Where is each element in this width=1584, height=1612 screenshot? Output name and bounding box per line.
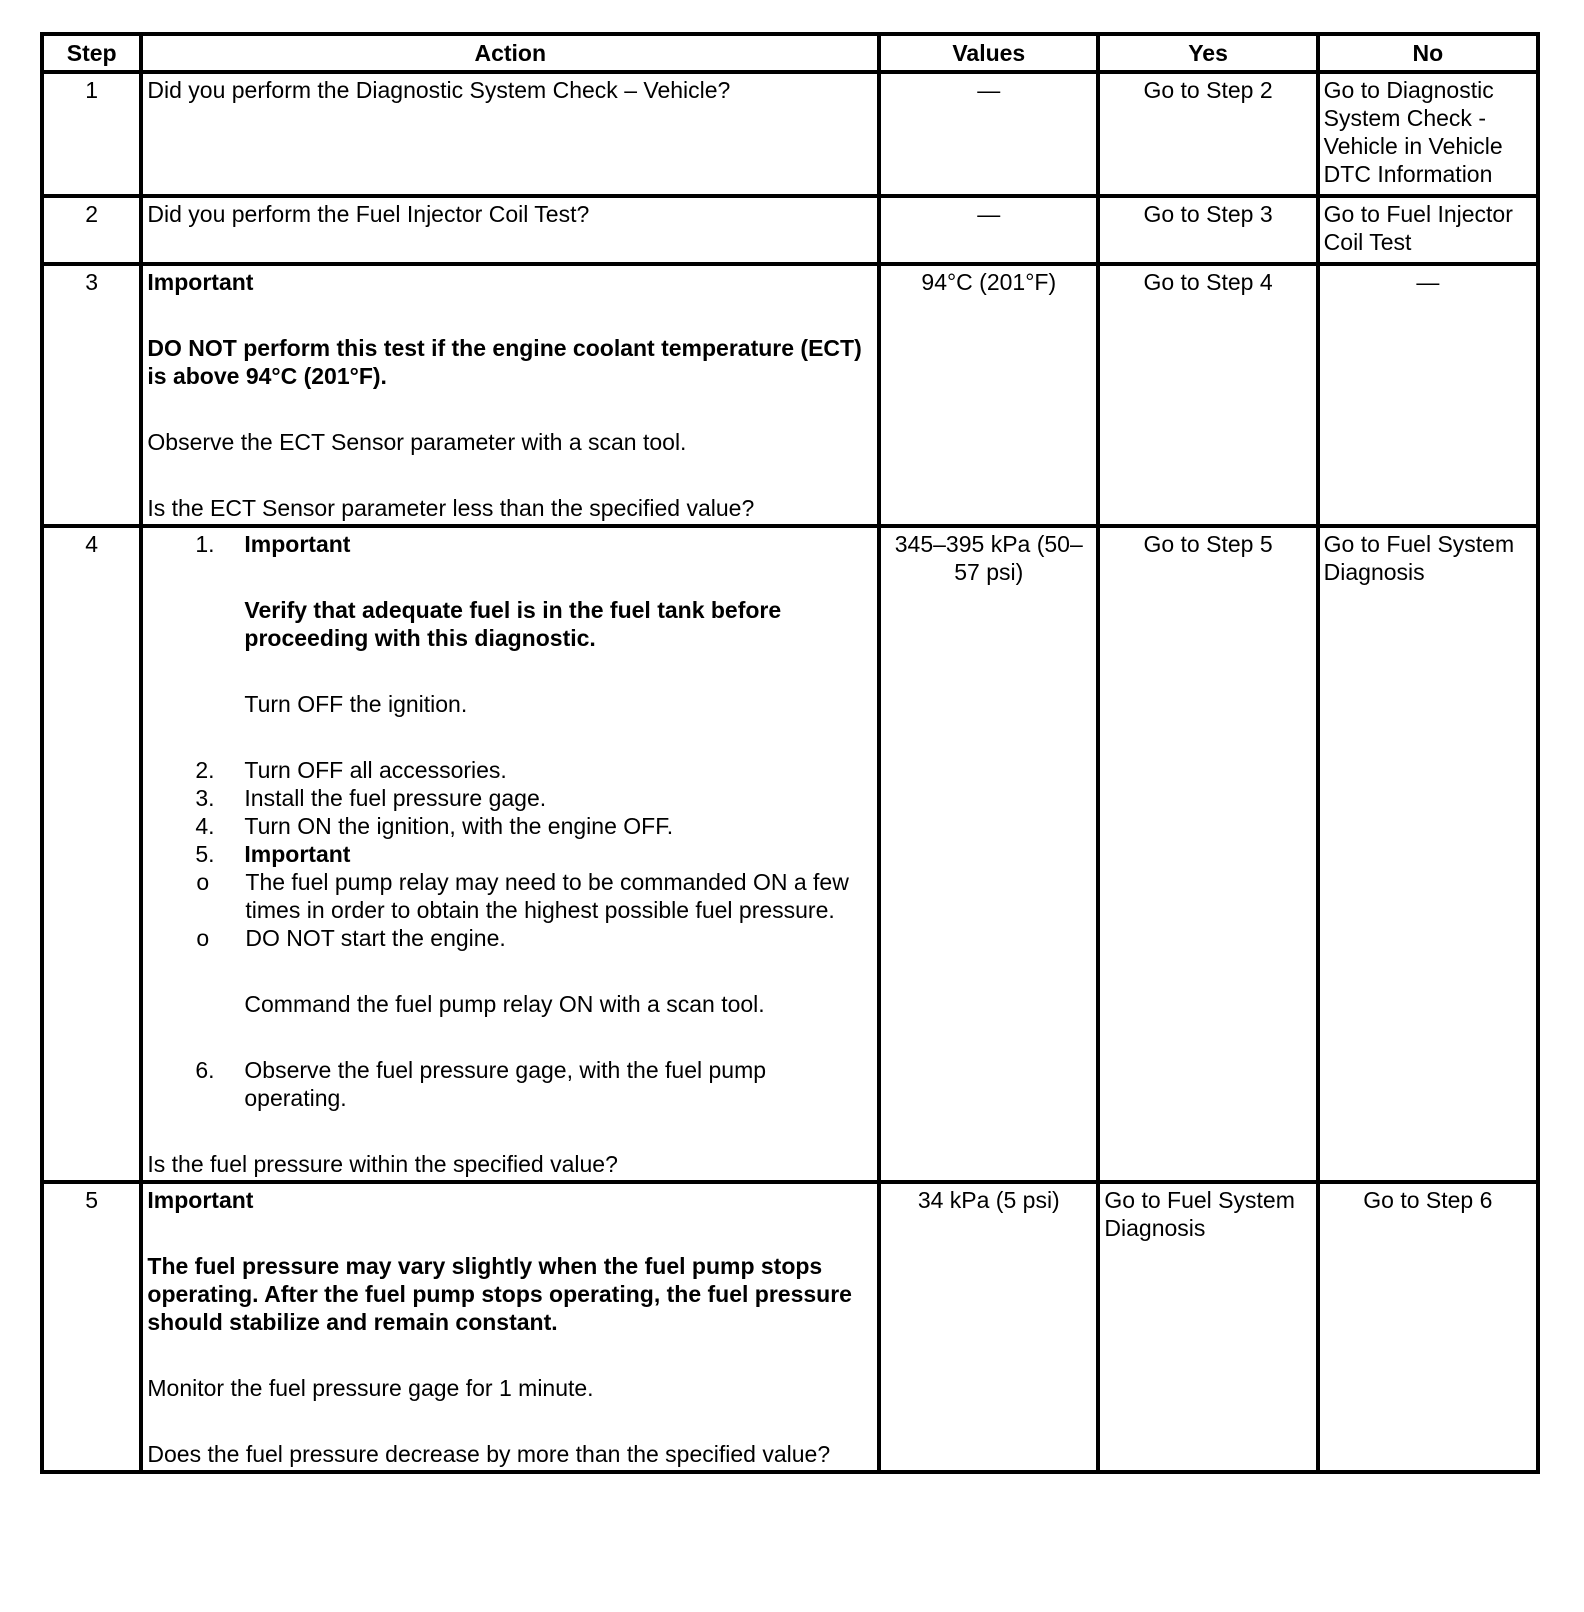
sub-list-item [147, 924, 873, 952]
step-number: 4 [42, 526, 141, 1182]
sub-item-text: The fuel pump relay may need to be commanded ON a few times in order to obtain the highest possible fuel pressure. [245, 869, 849, 923]
important-label: Important [147, 269, 254, 295]
item-text: Turn ON the ignition, with the engine OFF. [244, 813, 674, 839]
table-row [42, 196, 1538, 264]
table-row [42, 1182, 1538, 1472]
step-number: 3 [42, 264, 141, 526]
action-cell [141, 526, 879, 1182]
warning-text: Verify that adequate fuel is in the fuel tank before proceeding with this diagnostic. [244, 597, 782, 651]
no-cell: — [1318, 264, 1538, 526]
sub-item-text: DO NOT start the engine. [245, 925, 506, 951]
action-instruction: Observe the ECT Sensor parameter with a scan tool. [147, 429, 687, 455]
item-text: Install the fuel pressure gage. [244, 785, 547, 811]
action-question: Did you perform the Diagnostic System Check – Vehicle? [147, 77, 731, 103]
sub-list-item [147, 868, 873, 924]
item-number: 5. [195, 841, 215, 867]
sub-list [147, 868, 873, 952]
item-number: 6. [195, 1057, 215, 1083]
warning-text: DO NOT perform this test if the engine coolant temperature (ECT) is above 94°C (201°F). [147, 335, 862, 389]
header-action: Action [141, 34, 879, 72]
no-cell: Go to Fuel Injector Coil Test [1318, 196, 1538, 264]
action-cell [141, 1182, 879, 1472]
header-values: Values [879, 34, 1098, 72]
header-no: No [1318, 34, 1538, 72]
action-question: Did you perform the Fuel Injector Coil Test? [147, 201, 590, 227]
action-instruction: Monitor the fuel pressure gage for 1 minute. [147, 1375, 594, 1401]
value-cell: — [879, 72, 1098, 196]
important-label: Important [244, 531, 351, 557]
step-number: 5 [42, 1182, 141, 1472]
item-text: Turn OFF all accessories. [244, 757, 507, 783]
item-number: 1. [195, 531, 215, 557]
yes-cell: Go to Step 3 [1098, 196, 1317, 264]
value-cell: 94°C (201°F) [879, 264, 1098, 526]
yes-cell: Go to Fuel System Diagnosis [1098, 1182, 1317, 1472]
item-text: Command the fuel pump relay ON with a scan tool. [244, 991, 765, 1017]
list-item [147, 812, 873, 840]
table-row [42, 72, 1538, 196]
value-cell: — [879, 196, 1098, 264]
bullet: o [196, 869, 210, 895]
important-label: Important [147, 1187, 254, 1213]
value-cell: 345–395 kPa (50–57 psi) [879, 526, 1098, 1182]
action-question: Is the fuel pressure within the specified value? [147, 1151, 618, 1177]
list-item [147, 840, 873, 1056]
action-question: Does the fuel pressure decrease by more than the specified value? [147, 1441, 831, 1467]
yes-cell: Go to Step 2 [1098, 72, 1317, 196]
list-item [147, 1056, 873, 1150]
action-cell [141, 264, 879, 526]
no-cell: Go to Diagnostic System Check - Vehicle in Vehicle DTC Information [1318, 72, 1538, 196]
numbered-steps [147, 530, 873, 1150]
value-cell: 34 kPa (5 psi) [879, 1182, 1098, 1472]
action-cell [141, 196, 879, 264]
header-step: Step [42, 34, 141, 72]
no-cell: Go to Step 6 [1318, 1182, 1538, 1472]
item-text: Observe the fuel pressure gage, with the fuel pump operating. [244, 1057, 767, 1111]
item-number: 2. [195, 757, 215, 783]
action-question: Is the ECT Sensor parameter less than the specified value? [147, 495, 755, 521]
step-number: 2 [42, 196, 141, 264]
yes-cell: Go to Step 4 [1098, 264, 1317, 526]
list-item [147, 530, 873, 756]
list-item [147, 756, 873, 784]
no-cell: Go to Fuel System Diagnosis [1318, 526, 1538, 1182]
yes-cell: Go to Step 5 [1098, 526, 1317, 1182]
item-number: 4. [195, 813, 215, 839]
header-row [42, 34, 1538, 72]
item-text: Turn OFF the ignition. [244, 691, 468, 717]
bullet: o [196, 925, 210, 951]
list-item [147, 784, 873, 812]
diagnostic-table [40, 32, 1540, 1474]
warning-text: The fuel pressure may vary slightly when the fuel pump stops operating. After the fuel pump stops operating, the fuel pressure should stabilize and remain constant. [147, 1253, 852, 1335]
table-row [42, 526, 1538, 1182]
item-number: 3. [195, 785, 215, 811]
action-cell [141, 72, 879, 196]
table-row [42, 264, 1538, 526]
step-number: 1 [42, 72, 141, 196]
header-yes: Yes [1098, 34, 1317, 72]
important-label: Important [244, 841, 351, 867]
